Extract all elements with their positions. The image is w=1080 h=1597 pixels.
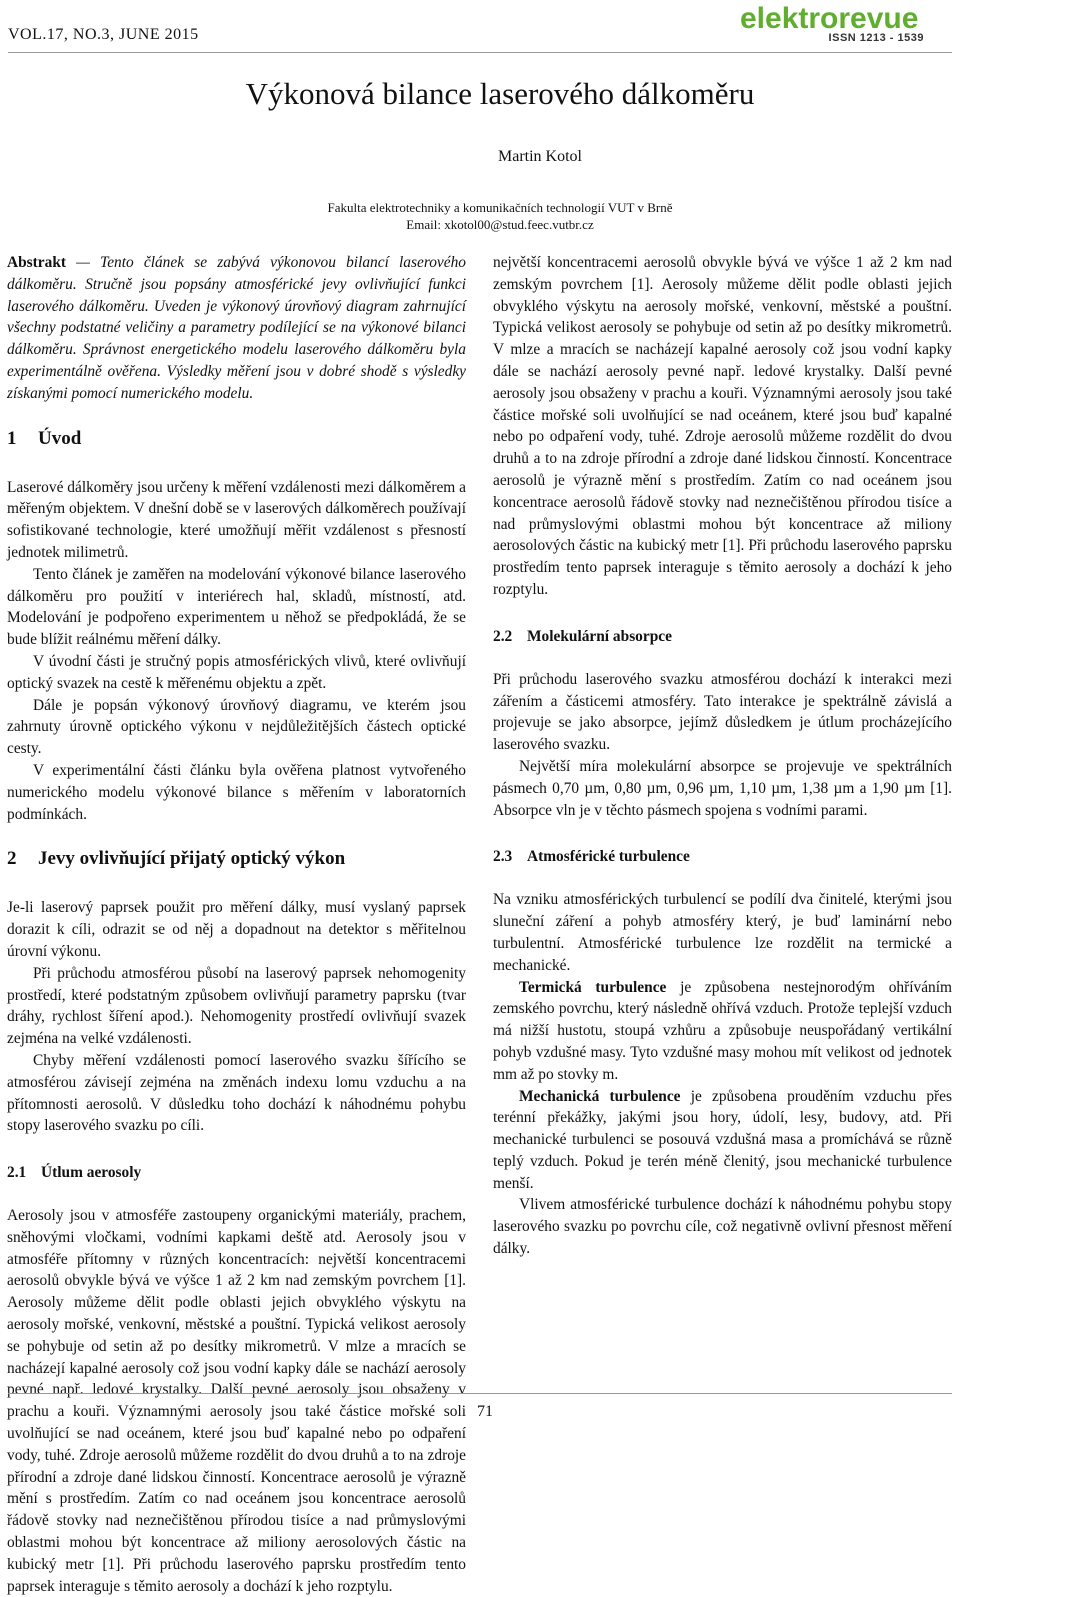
logo-text: elektrorevue — [740, 2, 919, 35]
section-title: Molekulární absorpce — [527, 627, 672, 645]
affiliation-email: Email: xkotol00@stud.feec.vutbr.cz — [406, 217, 594, 232]
paragraph: Na vzniku atmosférických turbulencí se podílí dva činitelé, kterými jsou sluneční záření a pohyb atmosféry který, je buď laminární nebo turbulentní. Atmosférické turbulence lze rozdělit na termické a mechanické. — [493, 891, 952, 974]
paragraph: Laserové dálkoměry jsou určeny k měření vzdálenosti mezi dálkoměrem a měřeným objektem. V dnešní době se v laserových dálkoměrech používají sofistikované technologie, které umožňují měřit vzdálenost s přesností jednotek milimetrů. — [7, 478, 466, 561]
section-title: Atmosférické turbulence — [527, 848, 690, 866]
section-number: 2 — [7, 848, 17, 870]
paragraph: Tento článek je zaměřen na modelování výkonové bilance laserového dálkoměru pro použití v interiérech hal, skladů, místností, atd. Modelování je podpořeno experimentem u něhož se předpokládá, že se bude blížit reálnému měření dálky. — [7, 565, 466, 649]
footer-rule — [8, 1393, 952, 1394]
header-rule — [8, 52, 952, 53]
section-2-1-heading — [7, 1163, 466, 1183]
paragraph: Vlivem atmosférické turbulence dochází k náhodnému pohybu stopy laserového svazku po povrchu cíle, což negativně ovlivní přesnost měření dálky. — [493, 1196, 952, 1258]
paragraph: Chyby měření vzdálenosti pomocí laserového svazku šířícího se atmosférou závisejí zejména na změnách indexu lomu vzduchu a na přítomnosti aerosolů. V důsledku toho dochází k náhodnému pohybu stopy laserového svazku po cíli. — [7, 1051, 466, 1135]
page-title: Výkonová bilance laserového dálkoměru — [245, 76, 755, 111]
section-number: 2.1 — [7, 1164, 27, 1182]
paragraph: Největší míra molekulární absorpce se projevuje ve spektrálních pásmech 0,70 µm, 0,80 µm, 0,96 µm, 1,10 µm, 1,38 µm a 1,90 µm [1]. Absorpce vln je v těchto pásmech spojena s vodními parami. — [493, 757, 952, 819]
section-number: 1 — [7, 427, 17, 449]
paragraph — [493, 977, 952, 1086]
section-2-2-heading — [493, 627, 952, 647]
paragraph: Je-li laserový paprsek použit pro měření dálky, musí vyslaný paprsek dorazit k cíli, odrazit se od něj a dopadnout na detektor s měřitelnou úrovní výkonu. — [7, 899, 466, 960]
section-2-3-heading — [493, 847, 952, 867]
term-thermal: Termická turbulence — [519, 978, 667, 996]
term-mechanical: Mechanická turbulence — [519, 1087, 681, 1105]
paragraph: V experimentální části článku byla ověřena platnost vytvořeného numerického modelu výkonové bilance s měřením v laboratorních podmínkách. — [7, 761, 466, 823]
paragraph: Aerosoly jsou v atmosféře zastoupeny organickými materiály, prachem, sněhovými vločkami, vodními kapkami deště atd. Aerosoly jsou v atmosféře přítomny v různých koncentracích: největší koncentracemi aerosolů obvykle bývá ve výšce 1 až 2 km nad zemským povrchem [1]. Aerosoly můžeme dělit podle oblasti jejich obvyklého výskytu na aerosoly mořské, venkovní, městské a pouštní. Typická velikost aerosoly se pohybuje od setin až po desítky mikrometrů. V mlze a mracích se nacházejí kapalné aerosoly což jsou vodní kapky dále se nachází aerosoly pevné např. ledové krystalky. Další pevné aerosoly jsou obsaženy v prachu a kouři. Významnými aerosoly jsou také částice mořské soli uvolňující se nad oceánem, které jsou buď kapalné nebo po odpaření vody, tuhé. Zdroje aerosolů můžeme rozdělit do dvou druhů a to na zdroje přírodní a zdroje dané lidskou činností. Koncentrace aerosolů je výrazně mění s prostředím. Zatím co nad oceánem jsou koncentrace aerosolů řádově stovky nad neznečištěnou přírodou tisíce a nad průmyslovými oblastmi mohou být koncentrace až miliony aerosolových částic na kubický metr [1]. Při průchodu laserového paprsku prostředím tento paprsek interaguje s těmito aerosoly a dochází k jeho rozptylu. — [7, 1207, 466, 1595]
page-number: 71 — [477, 1403, 493, 1420]
paragraph-text: je způsobena prouděním vzduchu přes terénní překážky, jakými jsou hory, údolí, lesy, budovy, atd. Při mechanické turbulenci se posouvá vzdušná masa a promíchává se různě teplý vzduch. Pokud je terén méně členitý, jsou mechanické turbulence menší. — [493, 1087, 953, 1192]
abstract-label: Abstrakt — [7, 254, 66, 271]
section-1-heading — [7, 427, 466, 451]
left-column — [7, 252, 466, 1595]
abstract-text: — Tento článek se zabývá výkonovou bilancí laserového dálkoměru. Stručně jsou popsány atmosférické jevy ovlivňující funkci laserového dálkoměru. Uveden je výkonový úrovňový diagram zahrnující všechny podstatné veličiny a parametry podílející se na výkonové bilanci dálkoměru. Správnost energetického modelu laserového dálkoměru byla experimentálně ověřena. Výsledky měření jsou v dobré shodě s výsledky získanými pomocí numerického modelu. — [7, 254, 466, 402]
affiliation-institution: Fakulta elektrotechniky a komunikačních technologií VUT v Brně — [327, 200, 673, 215]
paragraph: Dále je popsán výkonový úrovňový diagramu, ve kterém jsou zahrnuty úrovně optického výkonu v nejdůležitějších částech optické cesty. — [7, 696, 466, 758]
paragraph: V úvodní části je stručný popis atmosférických vlivů, které ovlivňují optický svazek na cestě k měřenému objektu a zpět. — [7, 652, 466, 692]
elektrorevue-logo — [740, 4, 954, 52]
abstract — [7, 252, 466, 405]
author: Martin Kotol — [498, 148, 582, 165]
section-2-heading — [7, 847, 466, 871]
paragraph-text: je způsobena nestejnorodým ohříváním zemského povrchu, který následně ohřívá vzduch. Protože teplejší vzduch má nižší hustotu, stoupá vzhůru a způsobuje neuspořádaný vertikální pohyb vzdušné masy. Tyto vzdušné masy mohou mít velikost od jednotek mm až po stovky m. — [493, 978, 952, 1083]
paragraph — [493, 1086, 952, 1195]
right-column — [493, 252, 952, 1260]
paragraph: Při průchodu atmosférou působí na laserový paprsek nehomogenity prostředí, které podstatným způsobem ovlivňují parametry paprsku (tvar dráhy, rychlost šíření apod.). Nehomogenity prostředí ovlivňují svazek zejména na velké vzdálenosti. — [7, 964, 466, 1048]
section-title: Útlum aerosoly — [41, 1164, 142, 1182]
affiliation — [0, 199, 1000, 233]
paragraph-continued: největší koncentracemi aerosolů obvykle bývá ve výšce 1 až 2 km nad zemským povrchem [1]. Aerosoly můžeme dělit podle oblasti jejich obvyklého výskytu na aerosoly mořské, venkovní, městské a pouštní. Typická velikost aerosoly se pohybuje od setin až po desítky mikrometrů. V mlze a mracích se nacházejí kapalné aerosoly což jsou vodní kapky dále se nachází aerosoly pevné např. ledové krystalky. Další pevné aerosoly jsou obsaženy v prachu a kouři. Významnými aerosoly jsou také částice mořské soli uvolňující se nad oceánem, které jsou buď kapalné nebo po odpaření vody, tuhé. Zdroje aerosolů můžeme rozdělit do dvou druhů a to na zdroje přírodní a zdroje dané lidskou činností. Koncentrace aerosolů je výrazně mění s prostředím. Zatím co nad oceánem jsou koncentrace aerosolů řádově stovky nad neznečištěnou přírodou tisíce a nad průmyslovými oblastmi mohou být koncentrace až miliony aerosolových částic na kubický metr [1]. Při průchodu laserového paprsku prostředím tento paprsek interaguje s těmito aerosoly a dochází k jeho rozptylu. — [493, 254, 952, 598]
journal-volume: VOL.17, NO.3, JUNE 2015 — [8, 26, 199, 43]
issn: ISSN 1213 - 1539 — [828, 32, 924, 44]
paragraph: Při průchodu laserového svazku atmosférou dochází k interakci mezi zářením a částicemi atmosféry. Tato interakce je spektrálně závislá a projevuje se jako absorpce, jejímž důsledkem je útlum procházejícího laserového svazku. — [493, 670, 952, 754]
section-number: 2.2 — [493, 627, 513, 645]
section-title: Úvod — [38, 427, 82, 449]
section-title: Jevy ovlivňující přijatý optický výkon — [38, 848, 346, 870]
section-number: 2.3 — [493, 848, 513, 866]
